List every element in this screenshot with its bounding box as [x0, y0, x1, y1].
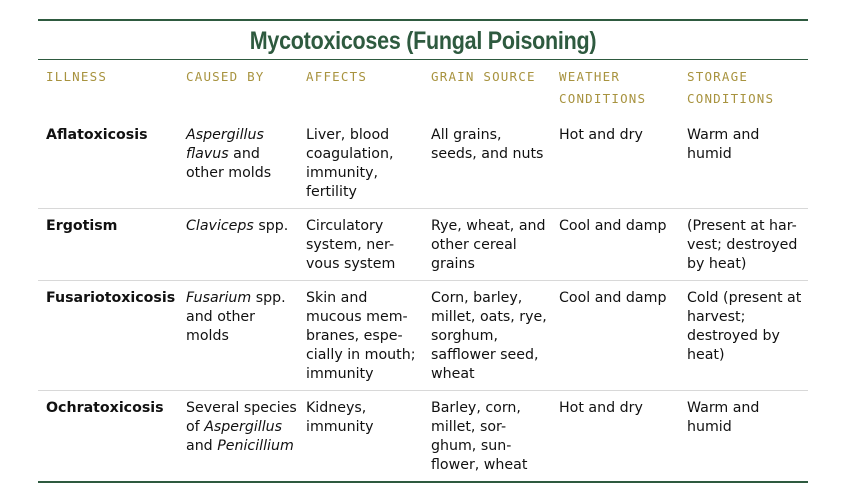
- cell-caused-by: [178, 281, 298, 391]
- cell-caused-by: [178, 209, 298, 281]
- caused-by-segment: and: [186, 438, 218, 454]
- column-header-affects: AFFECTS: [306, 69, 368, 84]
- cell-caused-by: [178, 118, 298, 209]
- cell-weather-conditions: Hot and dry: [559, 127, 643, 143]
- cell-affects: Circulatory system, ner-vous system: [298, 209, 423, 281]
- column-header-storage-conditions: STORAGE CONDITIONS: [687, 69, 775, 106]
- table-frame: [38, 19, 808, 483]
- column-header-weather-conditions: WEATHER CONDITIONS: [559, 69, 647, 106]
- cell-illness: Ochratoxicosis: [38, 391, 178, 482]
- cell-illness: Aflatoxicosis: [46, 127, 148, 143]
- caused-by-segment: spp. and other molds: [186, 290, 286, 344]
- cell-storage-conditions: Warm and humid: [679, 391, 808, 482]
- caused-by-segment: Penicillium: [217, 438, 294, 454]
- cell-grain-source: Corn, barley, millet, oats, rye, sorghum, safflower seed, wheat: [423, 281, 551, 391]
- column-header-caused-by: CAUSED BY: [186, 69, 265, 84]
- cell-weather-conditions: Cool and damp: [551, 209, 679, 281]
- cell-grain-source: Rye, wheat, and other cereal grains: [423, 209, 551, 281]
- bottom-rule: [38, 481, 808, 483]
- caused-by-segment: Aspergillus flavus: [186, 127, 264, 162]
- caused-by-segment: and other molds: [186, 146, 272, 181]
- table-row: [38, 391, 808, 482]
- column-header-illness: ILLNESS: [46, 69, 108, 84]
- cell-illness: Fusariotoxicosis: [38, 281, 178, 391]
- header-row: [38, 60, 808, 118]
- caused-by-segment: Claviceps: [186, 218, 254, 234]
- mycotoxicoses-table: [38, 60, 808, 481]
- cell-weather-conditions: Hot and dry: [551, 391, 679, 482]
- cell-caused-by: [178, 391, 298, 482]
- table-row: [38, 281, 808, 391]
- column-header-grain-source: GRAIN SOURCE: [431, 69, 536, 84]
- table-row: [38, 118, 808, 209]
- cell-weather-conditions: Cool and damp: [551, 281, 679, 391]
- caused-by-segment: Aspergillus: [204, 419, 283, 435]
- cell-affects: Kidneys, immunity: [298, 391, 423, 482]
- cell-illness: Ergotism: [38, 209, 178, 281]
- cell-affects: Skin and mucous mem-branes, espe-cially in mouth; immunity: [298, 281, 423, 391]
- cell-storage-conditions: Cold (present at harvest; destroyed by heat): [679, 281, 808, 391]
- cell-grain-source: All grains, seeds, and nuts: [431, 127, 544, 162]
- table-body: [38, 118, 808, 481]
- caused-by-segment: spp.: [253, 218, 289, 234]
- cell-affects: Liver, blood coagulation, immunity, fertility: [306, 127, 394, 200]
- caused-by-segment: Several species of: [186, 400, 297, 435]
- table-title: Mycotoxicoses (Fungal Poisoning): [249, 27, 597, 55]
- cell-storage-conditions: (Present at har-vest; destroyed by heat): [679, 209, 808, 281]
- top-rule: [38, 19, 808, 21]
- cell-storage-conditions: Warm and humid: [687, 127, 760, 162]
- table-row: [38, 209, 808, 281]
- caused-by-segment: Fusarium: [186, 290, 252, 306]
- cell-grain-source: Barley, corn, millet, sor-ghum, sun-flower, wheat: [423, 391, 551, 482]
